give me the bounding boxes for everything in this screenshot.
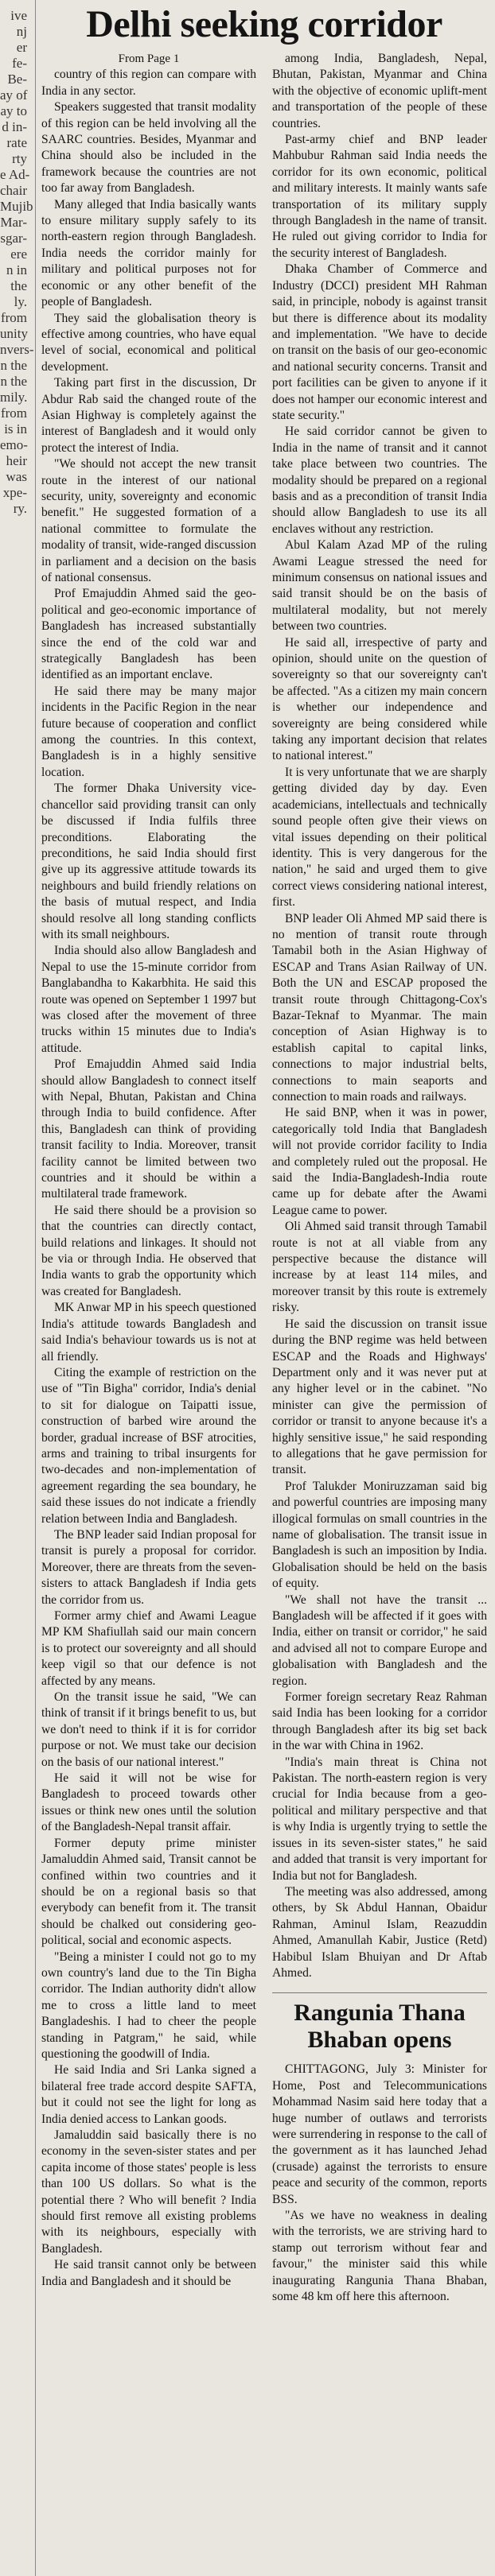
article-paragraph: "As we have no weakness in dealing with the terrorists, we are striving hard to stamp out terrorism without fear and favour," the minister said this while inaugurating Rangunia Thana Bhaban, some 48 km off here this afternoon. — [272, 2209, 487, 2304]
secondary-story — [272, 2062, 487, 2305]
edge-text-fragment: ry. — [13, 501, 27, 516]
adjacent-column-fragment — [0, 0, 35, 2576]
article-paragraph: "India's main threat is China not Pakistan. The north-eastern region is very crucial for India because from a geo-political and military perspective and that is why India is urgently trying to settle the issues in its seven-sister states," he said and added that transit is very important for India but not for Bangladesh. — [272, 1755, 487, 1883]
newspaper-article — [41, 0, 487, 2576]
edge-text-fragment: from — [0, 405, 27, 421]
article-paragraph: Former deputy prime minister Jamaluddin Ahmed said, Transit cannot be confined within two countries and it should be on a regional basis so that everybody can benefit from it. The transit should be chalked out considering geo-political, social and economic aspects. — [41, 1836, 256, 1948]
edge-text-fragment: nj — [16, 24, 27, 39]
article-paragraph: He said BNP, when it was in power, categorically told India that Bangladesh will not provide corridor facility to India and completely ruled out the proposal. He said the India-Bangladesh-India route came up for debate after the Awami League came to power. — [272, 1106, 487, 1217]
article-paragraph: CHITTAGONG, July 3: Minister for Home, Post and Telecommunications Mohammad Nasim said here today that a huge number of outlaws and terrorists were surrendering in response to the call of the government as it has launched Jehad (crusade) against the terrorists to ensure peace and security of the common, reports BSS. — [272, 2062, 487, 2206]
article-paragraph: Jamaluddin said basically there is no economy in the seven-sister states and per capita income of those states' people is less than 100 US dollars. So what is the potential there ? Who will benefit ? India should first remove all existing problems with its neighbours, especially with Bangladesh. — [41, 2128, 256, 2256]
article-paragraph: On the transit issue he said, "We can think of transit if it brings benefit to us, but we don't need to think if it is for corridor purpose or not. We must take our decision on the basis of our national interest." — [41, 1690, 256, 1769]
article-paragraph: Citing the example of restriction on the use of "Tin Bigha" corridor, India's denial to sit for dialogue on Taipatti issue, construction of barbed wire around the border, gradual increase of BSF atrocities, arms and training to tribal insurgents for two-decades and non-implementation of agreement regarding the sea boundary, he said these issues do not indicate a friendly relation between India and Bangladesh. — [41, 1365, 256, 1526]
edge-text-fragment: ay to — [0, 103, 27, 118]
headline: Delhi seeking corridor — [86, 3, 442, 45]
edge-text-fragment: was — [6, 469, 27, 484]
edge-text-fragment: er — [16, 40, 27, 55]
article-columns — [41, 51, 487, 2305]
main-story-continuation — [272, 51, 487, 1981]
article-paragraph: They said the globalisation theory is effective among countries, who have equal level of social, economical and political development. — [41, 311, 256, 374]
edge-text-fragment: the — [10, 278, 27, 293]
edge-text-fragment: emo- — [0, 437, 28, 452]
edge-text-fragment: n in — [6, 262, 27, 277]
article-paragraph: Taking part first in the discussion, Dr Abdur Rab said the changed route of the Asian Highway is completely against the interest of Bangladesh and it would only protect the interest of India. — [41, 376, 256, 455]
edge-text-fragment: d in- — [2, 119, 27, 134]
edge-text-fragment: unity — [0, 326, 28, 341]
article-paragraph: The meeting was also addressed, among others, by Sk Abdul Hannan, Obaidur Rahman, Aminul Islam, Reazuddin Ahmed, Amanullah Kabir, Justice (Retd) Habibul Islam Bhuiyan and Dr Aftab Ahmed. — [272, 1884, 487, 1980]
article-paragraph: Former army chief and Awami League MP KM Shafiullah said our main concern is to protect our sovereignty and all should keep vigil so that our defence is not affected by any means. — [41, 1609, 256, 1688]
article-paragraph: He said there may be many major incidents in the Pacific Region in the near future because of cooperation and conflict among the countries. In this context, Bangladesh is in a highly sensitive location. — [41, 684, 256, 779]
edge-text-fragment: ere — [10, 246, 27, 262]
article-paragraph: The BNP leader said Indian proposal for transit is purely a proposal for corridor. Moreover, there are threats from the seven-sisters to attack Bangladesh if India gets the corridor from us. — [41, 1527, 256, 1607]
article-paragraph: He said the discussion on transit issue during the BNP regime was held between ESCAP and the Roads and Highways' Department only and it was never put at any higher level or in the cabinet. "No minister can give the permission of corridor or transit to anyone because it's a highly sensitive issue," he said responding to allegations that he gave permission for transit. — [272, 1317, 487, 1477]
secondary-headline: Rangunia Thana Bhaban opens — [272, 1992, 487, 2054]
edge-text-fragment: mily. — [0, 390, 28, 405]
edge-text-fragment: Be- — [7, 72, 27, 87]
column-right — [272, 51, 487, 2305]
article-paragraph: He said India and Sri Lanka signed a bilateral free trade accord despite SAFTA, but it could not see the light for long as India denied access to Lankan goods. — [41, 2063, 256, 2126]
column-left — [41, 51, 256, 2305]
article-paragraph: Many alleged that India basically wants to ensure military supply safely to its north-eastern region through Bangladesh. India needs the corridor mainly for military and political purposes not for economic or any other benefit of the people of Bangladesh. — [41, 197, 256, 309]
article-paragraph: Prof Talukder Moniruzzaman said big and powerful countries are imposing many illogical formulas on small countries in the name of globalisation. The transit issue in Bangladesh is such an imposition by India. Globalisation should be held on the basis of equity. — [272, 1479, 487, 1591]
article-paragraph: Past-army chief and BNP leader Mahbubur Rahman said India needs the corridor for its own economic, political and military interests. It mainly wants safe transportation of its military supply through Bangladesh in the name of transit. He ruled out giving corridor to India for the security interest of Bangladesh. — [272, 133, 487, 260]
article-paragraph: Oli Ahmed said transit through Tamabil route is not at all viable from any perspective because the distance will increase by at least 114 miles, and moreover transit by this route is extremely risky. — [272, 1220, 487, 1315]
edge-text-fragment: fe- — [12, 56, 27, 71]
continued-note: From Page 1 — [118, 52, 180, 65]
article-paragraph: He said it will not be wise for Bangladesh to proceed towards other issues or think new ones until the solution of the Bangladesh-Nepal transit affair. — [41, 1771, 256, 1834]
article-paragraph: BNP leader Oli Ahmed MP said there is no mention of transit route through Tamabil both in the Asian Highway of ESCAP and Trans Asian Railway of UN. Both the UN and ESCAP proposed the transit route through Chittagong-Cox's Bazar-Teknaf to Myanmar. The main conception of Asian Highway is to establish capital to capital links, connections to major industrial belts, connections to main seaports and connection to main roads and railways. — [272, 911, 487, 1104]
article-paragraph: Prof Emajuddin Ahmed said India should allow Bangladesh to connect itself with Nepal, Bhutan, Pakistan and China through India to build confidence. After this, Bangladesh can think of providing transit facility to India. Moreover, transit facility cannot be limited between two countries and it should be within a multilateral trade framework. — [41, 1057, 256, 1201]
article-paragraph: He said transit cannot only be between India and Bangladesh and it should be — [41, 2258, 256, 2288]
edge-text-fragment: n the — [0, 358, 27, 373]
edge-text-fragment: from — [0, 310, 27, 325]
edge-text-fragment: nvers- — [0, 342, 34, 357]
edge-text-fragment: n the — [0, 374, 27, 389]
article-paragraph: Former foreign secretary Reaz Rahman said India has been looking for a corridor through Bangladesh after its big set back in the war with China in 1962. — [272, 1690, 487, 1753]
article-paragraph: Dhaka Chamber of Commerce and Industry (DCCI) president MH Rahman said, in principle, nobody is against transit but there is difference about its modality and implementation. "We have to decide on transit on the basis of our geo-economic and national security concerns. Transit and port facilities can be given to anyone if it does not hamper our economic interest and state security." — [272, 262, 487, 422]
article-paragraph: MK Anwar MP in his speech questioned India's attitude towards Bangladesh and said India's behaviour towards us is not at all friendly. — [41, 1301, 256, 1364]
article-paragraph: He said there should be a provision so that the countries can directly contact, build relations and linkages. It should not be via or through India. He observed that India wants to grab the opportunity which was created for Bangladesh. — [41, 1203, 256, 1298]
article-paragraph: It is very unfortunate that we are sharply getting divided day by day. Even academicians, intellectuals and technically sound people often give their views on vital issues depending on their political identity. This is very dangerous for the nation," he said and urged them to give correct views considering national interest, first. — [272, 765, 487, 910]
edge-text-fragment: ive — [10, 8, 27, 23]
edge-text-fragment: ay of — [0, 87, 28, 103]
edge-text-fragment: sgar- — [0, 231, 27, 246]
column-rule — [35, 0, 36, 2576]
article-paragraph: India should also allow Bangladesh and Nepal to use the 15-minute corridor from Banglabandha to Kakarbhita. He said this route was opened on September 1 1997 but was closed after the movement of three trucks within 15 minutes due to India's attitude. — [41, 944, 256, 1055]
edge-text-fragment: ly. — [14, 294, 27, 309]
edge-text-fragment: Mujib — [0, 199, 33, 214]
article-paragraph: Prof Emajuddin Ahmed said the geo-political and geo-economic importance of Bangladesh has increased substantially since the end of the cold war and strategically Bangladesh has been identified as an important enclave. — [41, 587, 256, 682]
article-paragraph: Abul Kalam Azad MP of the ruling Awami League stressed the need for minimum consensus on national issues and said transit should be on the basis of multilateral modality, but not merely between two countries. — [272, 538, 487, 634]
article-paragraph: Speakers suggested that transit modality of this region can be held involving all the SAARC countries. Besides, Myanmar and China should also be included in the framework because the countries are not too far away from Bangladesh. — [41, 100, 256, 196]
article-paragraph: He said all, irrespective of party and opinion, should unite on the question of sovereignty so that our sovereignty can't be affected. "As a citizen my main concern is whether our independence and sovereignty are being considered while taking any important decision that relates to national interest." — [272, 635, 487, 763]
edge-text-fragment: is in — [4, 421, 27, 436]
edge-text-fragment: heir — [6, 453, 27, 468]
article-paragraph: country of this region can compare with India in any sector. — [41, 68, 256, 98]
article-paragraph: He said corridor cannot be given to India in the name of transit and it cannot take place between two countries. The modality should be prepared on a regional basis and as a precondition of transit India should allow Bangladesh to use its all enclaves without any restriction. — [272, 425, 487, 536]
article-paragraph: "We should not accept the new transit route in the interest of our national security, unity, sovereignty and economic benefit." He suggested formation of a national committee to formulate the modality of transit, wide-ranged discussion in parliament and a decision on the basis of national consensus. — [41, 457, 256, 584]
edge-text-fragment: chair — [0, 183, 27, 198]
edge-text-fragment: xpe- — [2, 485, 27, 500]
edge-text-fragment: rty — [12, 151, 27, 166]
article-paragraph: among India, Bangladesh, Nepal, Bhutan, Pakistan, Myanmar and China with the objective of economic uplift-ment and transportation of the people of these countries. — [272, 52, 487, 130]
article-paragraph: The former Dhaka University vice-chancellor said providing transit can only be discussed if India fulfils three preconditions. Elaborating the preconditions, he said India should first give up its aggressive attitude towards its neighbours and build friendly relations on the basis of mutual respect, and India should resolve all long standing conflicts with its small neighbours. — [41, 782, 256, 941]
article-paragraph: "We shall not have the transit ... Bangladesh will be affected if it goes with India, either on transit or corridor," he said and advised all not to compare Europe and globalisation with Bangladesh and the region. — [272, 1593, 487, 1688]
article-paragraph: "Being a minister I could not go to my own country's land due to the Tin Bigha corridor. The Indian authority didn't allow me to cross a little land to meet Bangladeshis. I had to cheer the people standing in Patgram," he said, while questioning the goodwill of India. — [41, 1949, 256, 2061]
edge-text-fragment: Mar- — [0, 215, 27, 230]
edge-text-fragment: e Ad- — [0, 167, 30, 182]
edge-text-fragment: rate — [6, 135, 27, 150]
